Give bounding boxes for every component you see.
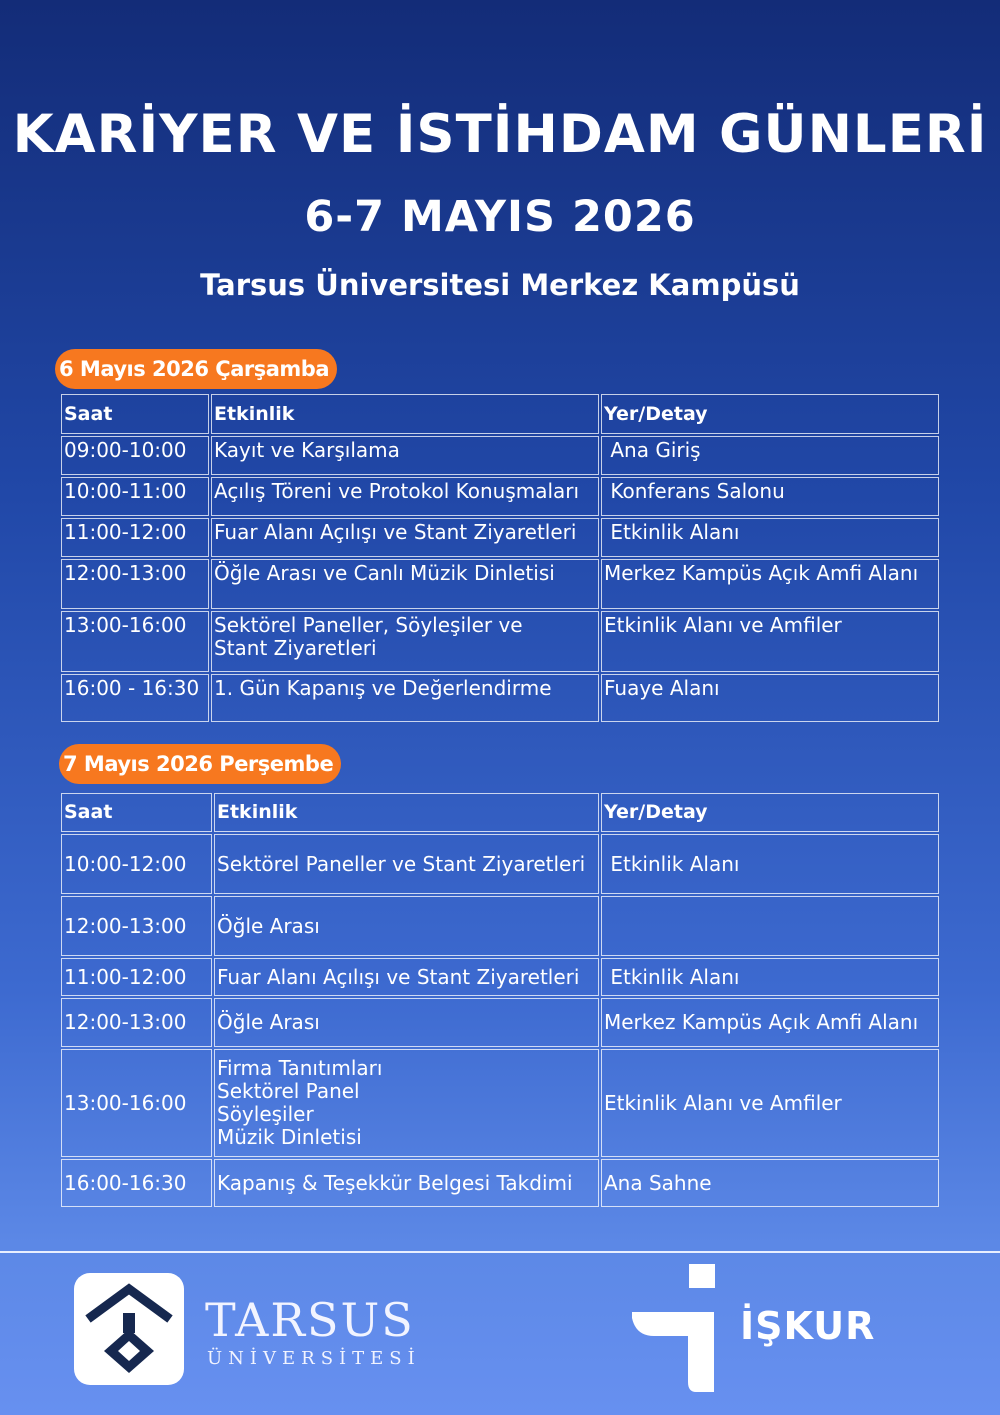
event-cell: Açılış Töreni ve Protokol Konuşmaları bbox=[211, 477, 599, 516]
table-row bbox=[61, 834, 939, 894]
footer-divider bbox=[0, 1251, 1000, 1253]
table-row bbox=[61, 436, 939, 475]
poster-title: KARİYER VE İSTİHDAM GÜNLERİ bbox=[12, 104, 988, 165]
day2-schedule-table bbox=[59, 791, 941, 1209]
place-cell: Etkinlik Alanı bbox=[601, 958, 939, 996]
time-cell: 11:00-12:00 bbox=[61, 518, 209, 557]
place-cell: Etkinlik Alanı bbox=[601, 518, 939, 557]
table-row bbox=[61, 518, 939, 557]
event-line: Söyleşiler bbox=[217, 1102, 314, 1126]
event-cell: Kayıt ve Karşılama bbox=[211, 436, 599, 475]
iskur-name: İŞKUR bbox=[740, 1304, 876, 1348]
table-header-row bbox=[61, 394, 939, 434]
university-subtitle: ÜNİVERSİTESİ bbox=[207, 1348, 421, 1369]
time-cell: 16:00-16:30 bbox=[61, 1159, 212, 1207]
event-cell bbox=[214, 1049, 599, 1157]
table-row bbox=[61, 958, 939, 996]
column-header-place: Yer/Detay bbox=[601, 793, 939, 832]
place-cell: Fuaye Alanı bbox=[601, 674, 939, 722]
time-cell: 09:00-10:00 bbox=[61, 436, 209, 475]
table-row bbox=[61, 559, 939, 609]
place-cell: Konferans Salonu bbox=[601, 477, 939, 516]
event-dates: 6-7 MAYIS 2026 bbox=[304, 192, 696, 242]
column-header-event: Etkinlik bbox=[214, 793, 599, 832]
place-cell: Etkinlik Alanı ve Amfiler bbox=[601, 1049, 939, 1157]
column-header-time: Saat bbox=[61, 793, 212, 832]
place-cell: Merkez Kampüs Açık Amfi Alanı bbox=[601, 998, 939, 1047]
time-cell: 11:00-12:00 bbox=[61, 958, 212, 996]
place-cell: Etkinlik Alanı bbox=[601, 834, 939, 894]
event-cell: Fuar Alanı Açılışı ve Stant Ziyaretleri bbox=[211, 518, 599, 557]
table-row bbox=[61, 896, 939, 956]
time-cell: 10:00-11:00 bbox=[61, 477, 209, 516]
column-header-time: Saat bbox=[61, 394, 209, 434]
event-cell: Öğle Arası bbox=[214, 896, 599, 956]
time-cell: 13:00-16:00 bbox=[61, 611, 209, 672]
day1-schedule-table bbox=[59, 392, 941, 724]
column-header-event: Etkinlik bbox=[211, 394, 599, 434]
day2-badge: 7 Mayıs 2026 Perşembe bbox=[59, 744, 341, 784]
time-cell: 12:00-13:00 bbox=[61, 896, 212, 956]
place-cell: Merkez Kampüs Açık Amfi Alanı bbox=[601, 559, 939, 609]
event-cell: Sektörel Paneller ve Stant Ziyaretleri bbox=[214, 834, 599, 894]
event-cell: Öğle Arası bbox=[214, 998, 599, 1047]
event-cell: Öğle Arası ve Canlı Müzik Dinletisi bbox=[211, 559, 599, 609]
time-cell: 16:00 - 16:30 bbox=[61, 674, 209, 722]
time-cell: 12:00-13:00 bbox=[61, 998, 212, 1047]
table-row bbox=[61, 1049, 939, 1157]
event-cell: Fuar Alanı Açılışı ve Stant Ziyaretleri bbox=[214, 958, 599, 996]
event-line: Müzik Dinletisi bbox=[217, 1125, 362, 1149]
table-header-row bbox=[61, 793, 939, 832]
table-row bbox=[61, 611, 939, 672]
place-cell: Etkinlik Alanı ve Amfiler bbox=[601, 611, 939, 672]
table-row bbox=[61, 477, 939, 516]
time-cell: 12:00-13:00 bbox=[61, 559, 209, 609]
event-venue: Tarsus Üniversitesi Merkez Kampüsü bbox=[200, 268, 800, 302]
tarsus-emblem-icon bbox=[74, 1273, 184, 1385]
event-cell: Sektörel Paneller, Söyleşiler ve Stant Ziyaretleri bbox=[211, 611, 599, 672]
event-cell: 1. Gün Kapanış ve Değerlendirme bbox=[211, 674, 599, 722]
place-cell: Ana Sahne bbox=[601, 1159, 939, 1207]
event-line: Sektörel Panel bbox=[217, 1079, 360, 1103]
event-line: Firma Tanıtımları bbox=[217, 1056, 383, 1080]
tarsus-university-logo bbox=[74, 1273, 184, 1385]
time-cell: 13:00-16:00 bbox=[61, 1049, 212, 1157]
time-cell: 10:00-12:00 bbox=[61, 834, 212, 894]
place-cell bbox=[601, 896, 939, 956]
place-cell: Ana Giriş bbox=[601, 436, 939, 475]
table-row bbox=[61, 998, 939, 1047]
column-header-place: Yer/Detay bbox=[601, 394, 939, 434]
day1-badge: 6 Mayıs 2026 Çarşamba bbox=[55, 349, 337, 389]
event-cell: Kapanış & Teşekkür Belgesi Takdimi bbox=[214, 1159, 599, 1207]
table-row bbox=[61, 1159, 939, 1207]
iskur-logo-icon bbox=[632, 1262, 722, 1394]
university-name: TARSUS bbox=[205, 1293, 415, 1347]
table-row bbox=[61, 674, 939, 722]
